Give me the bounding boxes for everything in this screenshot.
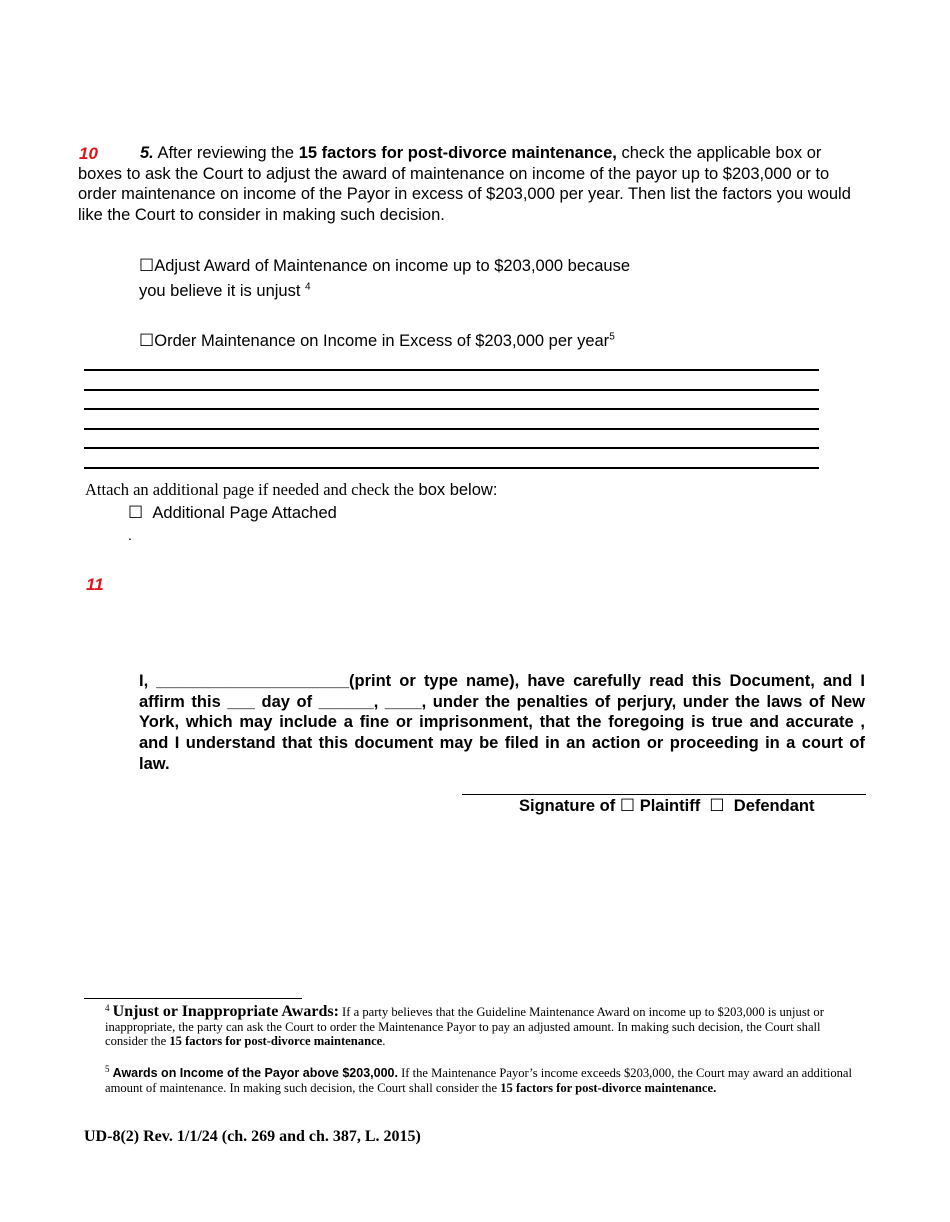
additional-page-label: Additional Page Attached xyxy=(152,504,337,522)
attach-instruction-tail: box below: xyxy=(413,481,498,499)
footnote-bold-text: 15 factors for post-divorce maintenance xyxy=(169,1034,383,1049)
plaintiff-label: Plaintiff xyxy=(639,797,701,815)
defendant-checkbox[interactable]: ☐ xyxy=(709,796,725,816)
footnote-bold-text: 15 factors for post-divorce maintenance. xyxy=(500,1080,717,1095)
footnote-title: Unjust or Inappropriate Awards: xyxy=(112,1003,339,1020)
stray-dot: . xyxy=(128,527,132,543)
factors-line-6[interactable] xyxy=(84,467,819,469)
form-footer: UD-8(2) Rev. 1/1/24 (ch. 269 and ch. 387, L. 2015) xyxy=(84,1128,421,1145)
factors-line-3[interactable] xyxy=(84,408,819,410)
order-maintenance-option xyxy=(139,329,615,353)
factors-line-2[interactable] xyxy=(84,389,819,391)
factors-line-5[interactable] xyxy=(84,447,819,449)
footnote-separator xyxy=(84,998,302,999)
defendant-label: Defendant xyxy=(733,797,815,815)
footnote-text: If a party believes that the Guideline Maintenance Award on income up to $203,000 is unjust or inappropriate, the party can ask the Court to order the Maintenance Payor to pay an adjusted amount. In making such decision, the Court shall consider the xyxy=(105,1005,824,1049)
paragraph-text-after: check the applicable box or boxes to ask the Court to adjust the award of maintenance on income of the payor up to $203,000 or to order maintenance on income of the Payor in excess of $203,000 per year. Then list the factors you would like the Court to consider in making such decision. xyxy=(78,144,851,224)
paragraph-text-before: After reviewing the xyxy=(153,144,299,162)
attach-instruction-text: Attach an additional page if needed and check the xyxy=(85,480,414,499)
signature-label xyxy=(519,796,814,816)
footnote-5 xyxy=(105,1063,865,1095)
signature-prefix: Signature of xyxy=(519,797,616,815)
factors-line-1[interactable] xyxy=(84,369,819,371)
order-maintenance-checkbox[interactable]: ☐ xyxy=(139,331,155,351)
footnote-text: If the Maintenance Payor’s income exceeds $203,000, the Court may award an additional amount of maintenance. In making such decision, the Court shall consider the xyxy=(105,1066,853,1095)
additional-page-option xyxy=(128,501,337,525)
adjust-award-label: Adjust Award of Maintenance on income up to $203,000 because xyxy=(154,257,631,275)
section-5-paragraph xyxy=(78,143,868,225)
signature-line[interactable] xyxy=(462,794,866,795)
factors-line-4[interactable] xyxy=(84,428,819,430)
section-number-11: 11 xyxy=(86,575,104,594)
adjust-award-label-line2 xyxy=(139,279,311,303)
footnote-title: Awards on Income of the Payor above $203,000. xyxy=(112,1066,398,1080)
item-number: 5. xyxy=(140,144,154,162)
adjust-award-checkbox[interactable]: ☐ xyxy=(139,256,155,276)
section-number-10: 10 xyxy=(79,144,98,163)
footnote-end: . xyxy=(382,1034,386,1049)
footnote-number: 5 xyxy=(105,1063,110,1074)
footnote-ref-5: 5 xyxy=(609,331,615,343)
footnote-number: 4 xyxy=(105,1002,110,1013)
footnote-4 xyxy=(105,1002,865,1049)
factors-bold-text: 15 factors for post-divorce maintenance, xyxy=(298,144,617,162)
plaintiff-checkbox[interactable]: ☐ xyxy=(619,796,636,816)
order-maintenance-label: Order Maintenance on Income in Excess of $203,000 per year xyxy=(154,332,610,350)
additional-page-checkbox[interactable]: ☐ xyxy=(128,503,144,523)
adjust-award-option xyxy=(139,254,630,278)
footnote-ref-4: 4 xyxy=(305,281,311,293)
affirmation-paragraph: I, _____________________(print or type name), have carefully read this Document, and I affirm this ___ day of ______, ____, under the penalties of perjury, under the laws of New York, which may include a fine or imprisonment, that the foregoing is true and accurate , and I understand that this document may be filed in an action or proceeding in a court of law. xyxy=(139,672,865,773)
adjust-award-label-continued: you believe it is unjust xyxy=(139,282,301,300)
attach-instruction xyxy=(85,480,497,500)
